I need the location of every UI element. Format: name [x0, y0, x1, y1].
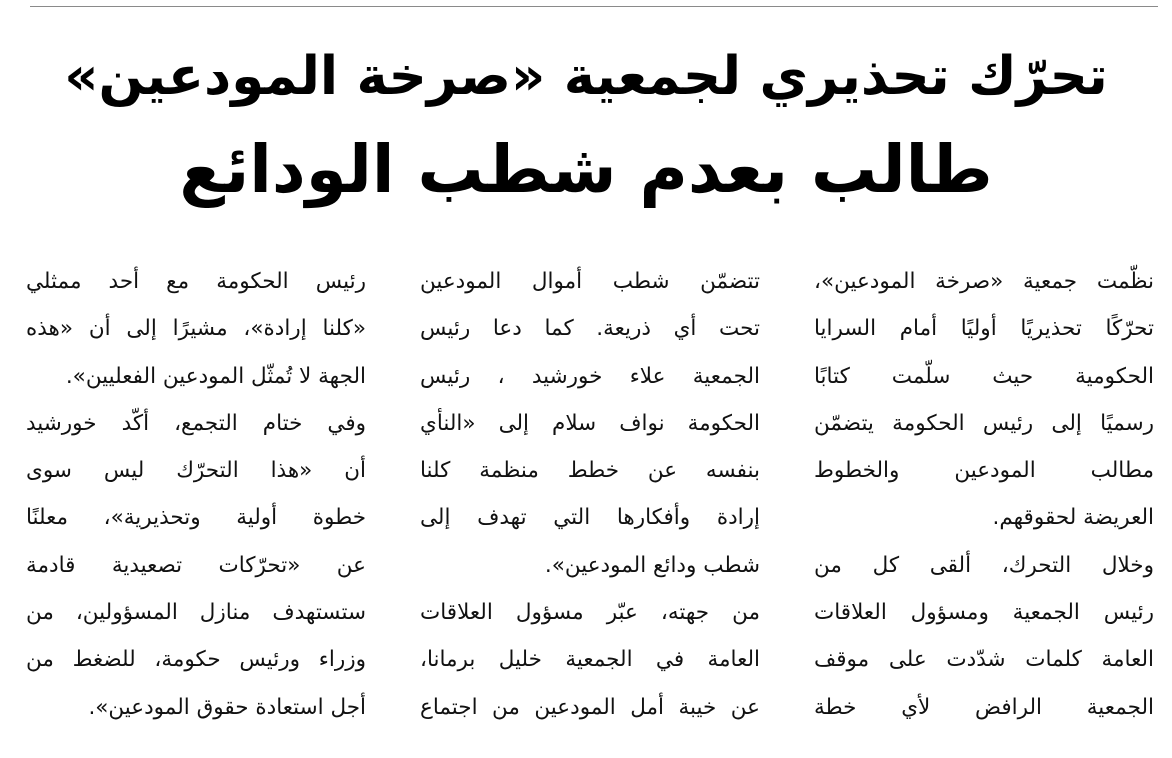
- text-line: عن «تحرّكات تصعيدية قادمة: [26, 552, 366, 578]
- text-line: إرادة وأفكارها التي تهدف إلى: [420, 505, 760, 531]
- column-1: [814, 258, 1154, 731]
- text-line: الجمعية علاء خورشيد ، رئيس: [420, 363, 760, 389]
- text-line: عن خيبة أمل المودعين من اجتماع: [420, 694, 760, 720]
- text-line: العريضة لحقوقهم.: [992, 505, 1154, 531]
- text-line: «كلنا إرادة»، مشيرًا إلى أن «هذه: [26, 316, 366, 342]
- article-body: [26, 258, 1154, 750]
- text-line: ستستهدف منازل المسؤولين، من: [26, 600, 366, 626]
- text-line: رسميًا إلى رئيس الحكومة يتضمّن: [814, 410, 1154, 436]
- text-line: مطالب المودعين والخطوط: [814, 458, 1154, 484]
- text-line: وزراء ورئيس حكومة، للضغط من: [26, 647, 366, 673]
- text-line: الحكومة نواف سلام إلى «النأي: [420, 410, 760, 436]
- headline-line-2: طالب بعدم شطب الودائع: [179, 131, 993, 208]
- text-line: وخلال التحرك، ألقى كل من: [814, 552, 1154, 578]
- text-line: خطوة أولية وتحذيرية»، معلنًا: [26, 505, 366, 531]
- text-line: رئيس الحكومة مع أحد ممثلي: [26, 269, 366, 294]
- text-line: رئيس الجمعية ومسؤول العلاقات: [814, 600, 1154, 626]
- text-line: أجل استعادة حقوق المودعين».: [88, 694, 366, 720]
- text-line: الحكومية حيث سلّمت كتابًا: [814, 363, 1154, 389]
- text-line: من جهته، عبّر مسؤول العلاقات: [420, 600, 760, 626]
- column-2: [420, 258, 760, 731]
- text-line: العامة كلمات شدّدت على موقف: [814, 647, 1154, 673]
- text-line: بنفسه عن خطط منظمة كلنا: [420, 458, 760, 484]
- headline-line-1: تحرّك تحذيري لجمعية «صرخة المودعين»: [64, 46, 1108, 107]
- text-line: أن «هذا التحرّك ليس سوى: [26, 458, 366, 484]
- text-line: تحرّكًا تحذيريًا أوليًا أمام السرايا: [814, 316, 1154, 342]
- text-line: وفي ختام التجمع، أكّد خورشيد: [26, 410, 366, 436]
- text-line: تتضمّن شطب أموال المودعين: [420, 269, 760, 294]
- text-line: نظّمت جمعية «صرخة المودعين»،: [814, 269, 1154, 294]
- text-line: تحت أي ذريعة. كما دعا رئيس: [420, 316, 760, 342]
- text-line: الجمعية الرافض لأي خطة: [814, 694, 1154, 720]
- text-line: الجهة لا تُمثّل المودعين الفعليين».: [65, 363, 366, 389]
- column-3: [26, 258, 366, 731]
- headline: [60, 30, 1112, 216]
- top-divider: [30, 6, 1158, 7]
- text-line: شطب ودائع المودعين».: [544, 552, 760, 578]
- text-line: العامة في الجمعية خليل برمانا،: [420, 647, 760, 673]
